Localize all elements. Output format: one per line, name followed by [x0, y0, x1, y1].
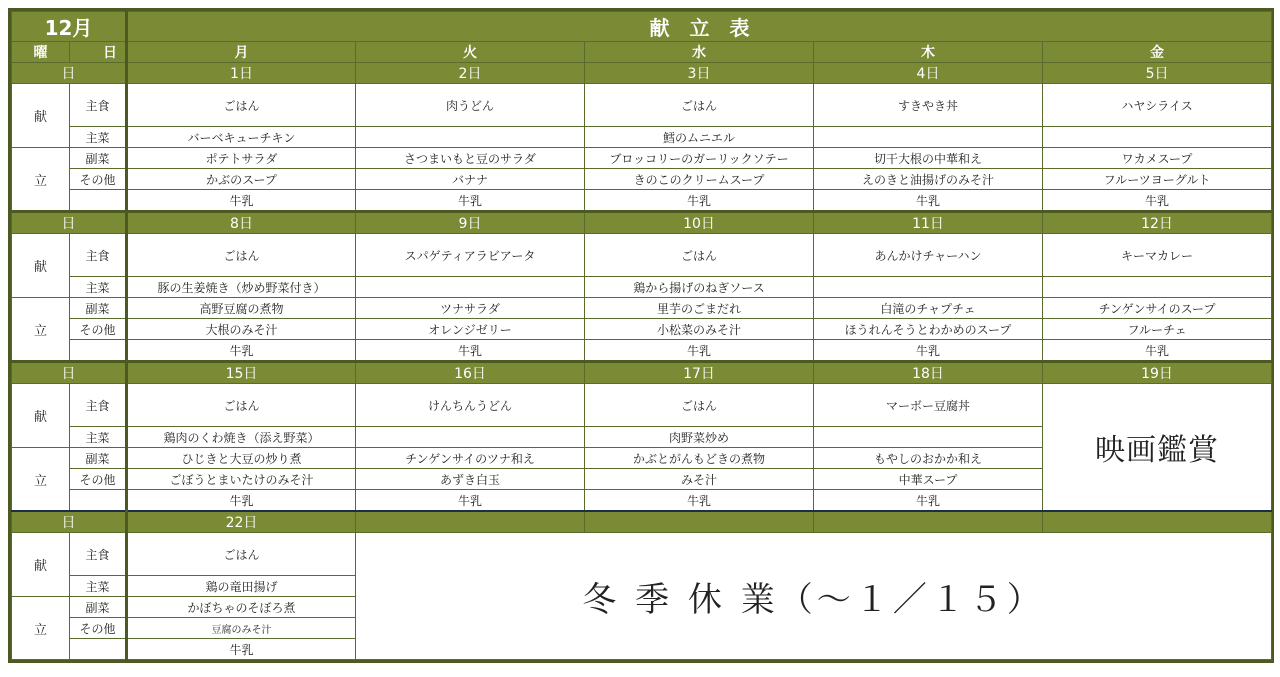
menu-cell: すきやき丼 — [814, 84, 1043, 127]
menu-cell: 牛乳 — [585, 190, 814, 212]
menu-cell: 切干大根の中華和え — [814, 148, 1043, 169]
category-sonota: その他 — [70, 469, 127, 490]
date-kanji-label: 立 — [12, 298, 70, 362]
date-row-week3 — [12, 362, 1272, 384]
date-cell: 10日 — [585, 212, 814, 234]
category-empty — [70, 490, 127, 512]
weekday-wed: 水 — [585, 42, 814, 63]
date-cell: 4日 — [814, 63, 1043, 84]
menu-cell: もやしのおかか和え — [814, 448, 1043, 469]
weekday-row — [12, 42, 1272, 63]
date-kanji-label: 立 — [12, 448, 70, 512]
menu-cell: さつまいもと豆のサラダ — [356, 148, 585, 169]
menu-cell: かぼちゃのそぼろ煮 — [127, 597, 356, 618]
weekday-tue: 火 — [356, 42, 585, 63]
menu-cell: ごはん — [585, 84, 814, 127]
shushoku-row — [12, 533, 1272, 576]
menu-cell: 牛乳 — [1043, 190, 1272, 212]
menu-cell — [356, 277, 585, 298]
category-empty — [70, 639, 127, 660]
menu-cell — [1043, 127, 1272, 148]
menu-cell: ごはん — [127, 234, 356, 277]
category-fukusai: 副菜 — [70, 448, 127, 469]
date-cell: 15日 — [127, 362, 356, 384]
menu-cell: みそ汁 — [585, 469, 814, 490]
kon-label: 献 — [12, 84, 70, 148]
date-cell: 16日 — [356, 362, 585, 384]
menu-cell: 牛乳 — [1043, 340, 1272, 362]
category-empty — [70, 340, 127, 362]
fukusai-row — [12, 148, 1272, 169]
menu-cell: キーマカレー — [1043, 234, 1272, 277]
menu-cell — [356, 127, 585, 148]
menu-table-container — [8, 8, 1274, 663]
date-cell: 11日 — [814, 212, 1043, 234]
menu-cell: かぶとがんもどきの煮物 — [585, 448, 814, 469]
category-sonota: その他 — [70, 319, 127, 340]
month-label: 12月 — [12, 12, 127, 42]
date-cell — [585, 511, 814, 533]
menu-cell: 牛乳 — [127, 490, 356, 512]
menu-cell: マーボー豆腐丼 — [814, 384, 1043, 427]
date-cell: 8日 — [127, 212, 356, 234]
date-cell: 1日 — [127, 63, 356, 84]
category-shusai: 主菜 — [70, 427, 127, 448]
menu-cell: ワカメスープ — [1043, 148, 1272, 169]
menu-cell: 牛乳 — [356, 490, 585, 512]
menu-cell: 牛乳 — [127, 190, 356, 212]
day-label: 日 — [12, 362, 127, 384]
date-row-week4 — [12, 511, 1272, 533]
youbi-label: 曜 — [12, 42, 70, 63]
sonota-row — [12, 319, 1272, 340]
menu-cell: ブロッコリーのガーリックソテー — [585, 148, 814, 169]
menu-table — [11, 11, 1272, 660]
friday-event-cell: 映画鑑賞 — [1043, 384, 1272, 512]
category-shushoku: 主食 — [70, 533, 127, 576]
date-cell — [356, 511, 585, 533]
menu-cell: 牛乳 — [814, 190, 1043, 212]
hi-label: 日 — [70, 42, 127, 63]
date-cell — [1043, 511, 1272, 533]
menu-cell: 鶏から揚げのねぎソース — [585, 277, 814, 298]
date-cell: 12日 — [1043, 212, 1272, 234]
menu-cell: 牛乳 — [585, 490, 814, 512]
date-cell: 3日 — [585, 63, 814, 84]
menu-cell: 鶏の竜田揚げ — [127, 576, 356, 597]
menu-cell: チンゲンサイのツナ和え — [356, 448, 585, 469]
menu-cell: 豆腐のみそ汁 — [127, 618, 356, 639]
winter-holiday-note: 冬 季 休 業（～１／１５） — [356, 533, 1272, 660]
category-shushoku: 主食 — [70, 384, 127, 427]
date-row-week2 — [12, 212, 1272, 234]
menu-cell: 豚の生姜焼き（炒め野菜付き） — [127, 277, 356, 298]
category-fukusai: 副菜 — [70, 148, 127, 169]
menu-cell — [1043, 277, 1272, 298]
menu-cell: 牛乳 — [356, 340, 585, 362]
sonota-row — [12, 169, 1272, 190]
menu-cell: ごはん — [127, 84, 356, 127]
category-shusai: 主菜 — [70, 127, 127, 148]
date-cell: 5日 — [1043, 63, 1272, 84]
menu-cell: ひじきと大豆の炒り煮 — [127, 448, 356, 469]
menu-cell: ハヤシライス — [1043, 84, 1272, 127]
menu-cell: フルーツヨーグルト — [1043, 169, 1272, 190]
weekday-fri: 金 — [1043, 42, 1272, 63]
menu-cell: 小松菜のみそ汁 — [585, 319, 814, 340]
menu-cell: ごはん — [127, 384, 356, 427]
menu-cell: えのきと油揚げのみそ汁 — [814, 169, 1043, 190]
menu-cell: ツナサラダ — [356, 298, 585, 319]
menu-cell: 高野豆腐の煮物 — [127, 298, 356, 319]
menu-cell: 鶏肉のくわ焼き（添え野菜） — [127, 427, 356, 448]
shusai-row — [12, 277, 1272, 298]
category-shushoku: 主食 — [70, 234, 127, 277]
category-shushoku: 主食 — [70, 84, 127, 127]
menu-cell: 鱈のムニエル — [585, 127, 814, 148]
date-cell: 2日 — [356, 63, 585, 84]
menu-cell — [814, 277, 1043, 298]
menu-cell: 牛乳 — [127, 639, 356, 660]
day-label: 日 — [12, 63, 127, 84]
menu-cell: 牛乳 — [814, 340, 1043, 362]
category-empty — [70, 190, 127, 212]
menu-cell: きのこのクリームスープ — [585, 169, 814, 190]
date-row-week1 — [12, 63, 1272, 84]
kon-label: 献 — [12, 384, 70, 448]
kon-label: 献 — [12, 533, 70, 597]
menu-cell: バーベキューチキン — [127, 127, 356, 148]
menu-cell: 牛乳 — [585, 340, 814, 362]
shusai-row — [12, 127, 1272, 148]
fukusai-row — [12, 298, 1272, 319]
menu-cell — [814, 127, 1043, 148]
category-fukusai: 副菜 — [70, 597, 127, 618]
menu-cell — [814, 427, 1043, 448]
weekday-mon: 月 — [127, 42, 356, 63]
menu-cell: フルーチェ — [1043, 319, 1272, 340]
menu-cell: あんかけチャーハン — [814, 234, 1043, 277]
shushoku-row — [12, 384, 1272, 427]
menu-cell: オレンジゼリー — [356, 319, 585, 340]
date-cell — [814, 511, 1043, 533]
menu-cell: ごはん — [585, 234, 814, 277]
menu-cell: かぶのスープ — [127, 169, 356, 190]
kon-label: 献 — [12, 234, 70, 298]
category-fukusai: 副菜 — [70, 298, 127, 319]
page-title: 献 立 表 — [127, 12, 1272, 42]
menu-cell: 牛乳 — [127, 340, 356, 362]
date-cell: 19日 — [1043, 362, 1272, 384]
menu-cell: ごぼうとまいたけのみそ汁 — [127, 469, 356, 490]
day-label: 日 — [12, 212, 127, 234]
category-sonota: その他 — [70, 169, 127, 190]
menu-cell: ほうれんそうとわかめのスープ — [814, 319, 1043, 340]
shushoku-row — [12, 234, 1272, 277]
milk-row — [12, 340, 1272, 362]
menu-cell: 肉野菜炒め — [585, 427, 814, 448]
menu-cell: ごはん — [585, 384, 814, 427]
date-cell: 17日 — [585, 362, 814, 384]
menu-cell: ごはん — [127, 533, 356, 576]
day-label: 日 — [12, 511, 127, 533]
menu-cell: 肉うどん — [356, 84, 585, 127]
menu-cell: スパゲティアラビアータ — [356, 234, 585, 277]
category-shusai: 主菜 — [70, 576, 127, 597]
menu-cell: けんちんうどん — [356, 384, 585, 427]
category-sonota: その他 — [70, 618, 127, 639]
menu-cell: 白滝のチャプチェ — [814, 298, 1043, 319]
weekday-thu: 木 — [814, 42, 1043, 63]
date-kanji-label: 立 — [12, 148, 70, 212]
menu-cell: あずき白玉 — [356, 469, 585, 490]
menu-cell — [356, 427, 585, 448]
date-kanji-label: 立 — [12, 597, 70, 660]
title-row — [12, 12, 1272, 42]
date-cell: 9日 — [356, 212, 585, 234]
menu-cell: チンゲンサイのスープ — [1043, 298, 1272, 319]
menu-cell: ポテトサラダ — [127, 148, 356, 169]
menu-cell: バナナ — [356, 169, 585, 190]
menu-cell: 中華スープ — [814, 469, 1043, 490]
menu-cell: 牛乳 — [356, 190, 585, 212]
menu-cell: 牛乳 — [814, 490, 1043, 512]
date-cell: 22日 — [127, 511, 356, 533]
category-shusai: 主菜 — [70, 277, 127, 298]
menu-cell: 里芋のごまだれ — [585, 298, 814, 319]
date-cell: 18日 — [814, 362, 1043, 384]
milk-row — [12, 190, 1272, 212]
menu-cell: 大根のみそ汁 — [127, 319, 356, 340]
shushoku-row — [12, 84, 1272, 127]
